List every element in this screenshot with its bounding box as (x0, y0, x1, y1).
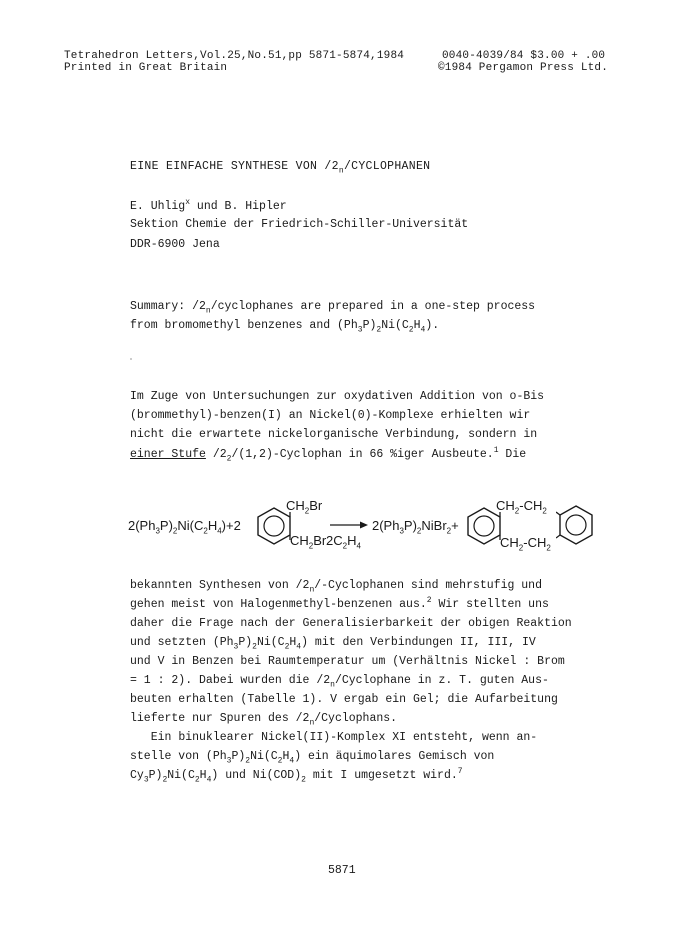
para3-line3: $Cy_3P)_2Ni(C_2H_4)$ und $Ni(COD)_2$ mit I umgesetzt wird.$^7$ (130, 767, 463, 785)
ch2br-top: $CH_2Br$ (286, 498, 323, 516)
reactant-nickel-complex: $2(Ph_3P)_2Ni(C_2H_4)+2$ (128, 518, 241, 536)
page-number: 5871 (328, 864, 356, 877)
ch2br-bottom: $CH_2Br$ (290, 533, 327, 551)
para1-line1: Im Zuge von Untersuchungen zur oxydativen Addition von o-Bis (130, 390, 545, 403)
para1-line3: nicht die erwartete nickelorganische Verbindung, sondern in (130, 428, 538, 441)
para2-line4: und setzten $(Ph_3P)_2Ni(C_2H_4)$ mit den Verbindungen II, III, IV (130, 636, 536, 652)
scan-speck (130, 358, 132, 360)
copyright: ©1984 Pergamon Press Ltd. (438, 62, 609, 74)
summary-line1: Summary: $/2_n$/cyclophanes are prepared in a one-step process (130, 300, 536, 316)
para1-line4: einer Stufe $/2_2/(1,2)$-Cyclophan in 66 %iger Ausbeute.$^1$ Die (130, 446, 527, 464)
para3-line1: Ein binuklearer Nickel(II)-Komplex XI entsteht, wenn an- (150, 731, 538, 744)
para2-line5: und V in Benzen bei Raumtemperatur um (Verhältnis Nickel : Brom (130, 655, 565, 668)
journal-citation: Tetrahedron Letters,Vol.25,No.51,pp 5871-5874,1984 (64, 50, 405, 62)
cyclophane-ring-right-icon (556, 504, 594, 546)
affiliation-line1: Sektion Chemie der Friedrich-Schiller-Universität (130, 218, 469, 231)
summary-line2: from bromomethyl benzenes and $(Ph_3P)_2Ni(C_2H_4)$. (130, 319, 440, 335)
printed-in: Printed in Great Britain (64, 62, 228, 74)
issn-price: 0040-4039/84 $3.00 + .00 (442, 50, 606, 62)
reaction-arrow-icon (330, 520, 368, 530)
paper-title: EINE EINFACHE SYNTHESE VON $/2_n$/CYCLOPHANEN (130, 160, 431, 176)
para2-line3: daher die Frage nach der Generalisierbarkeit der obigen Reaktion (130, 617, 572, 630)
para2-line1: bekannten Synthesen von $/2_n/$-Cyclophanen sind mehrstufig und (130, 579, 542, 595)
para2-line8: lieferte nur Spuren des $/2_n$/Cyclophans. (130, 712, 398, 728)
para2-line7: beuten erhalten (Tabelle 1). V ergab ein Gel; die Aufarbeitung (130, 693, 558, 706)
cyclophane-bridge-bottom: $CH_2-CH_2$ (500, 535, 551, 553)
authors: E. Uhlig$^x$ und B. Hipler (130, 198, 287, 213)
para1-line2: (brommethyl)-benzen(I) an Nickel(0)-Komplexe erhielten wir (130, 409, 531, 422)
ethylene-byproduct: $2C_2H_4$ (326, 533, 361, 551)
para2-line6: = 1 : 2). Dabei wurden die $/2_n$/Cyclophane in z. T. guten Aus- (130, 674, 549, 690)
product-nickel-bromide: $2(Ph_3P)_2NiBr_2+$ (372, 518, 459, 536)
para3-line2: stelle von $(Ph_3P)_2Ni(C_2H_4)$ ein äquimolares Gemisch von (130, 750, 495, 766)
affiliation-line2: DDR-6900 Jena (130, 238, 220, 251)
cyclophane-bridge-top: $CH_2-CH_2$ (496, 498, 547, 516)
para2-line2: gehen meist von Halogenmethyl-benzenen aus.$^2$ Wir stellten uns (130, 596, 549, 611)
